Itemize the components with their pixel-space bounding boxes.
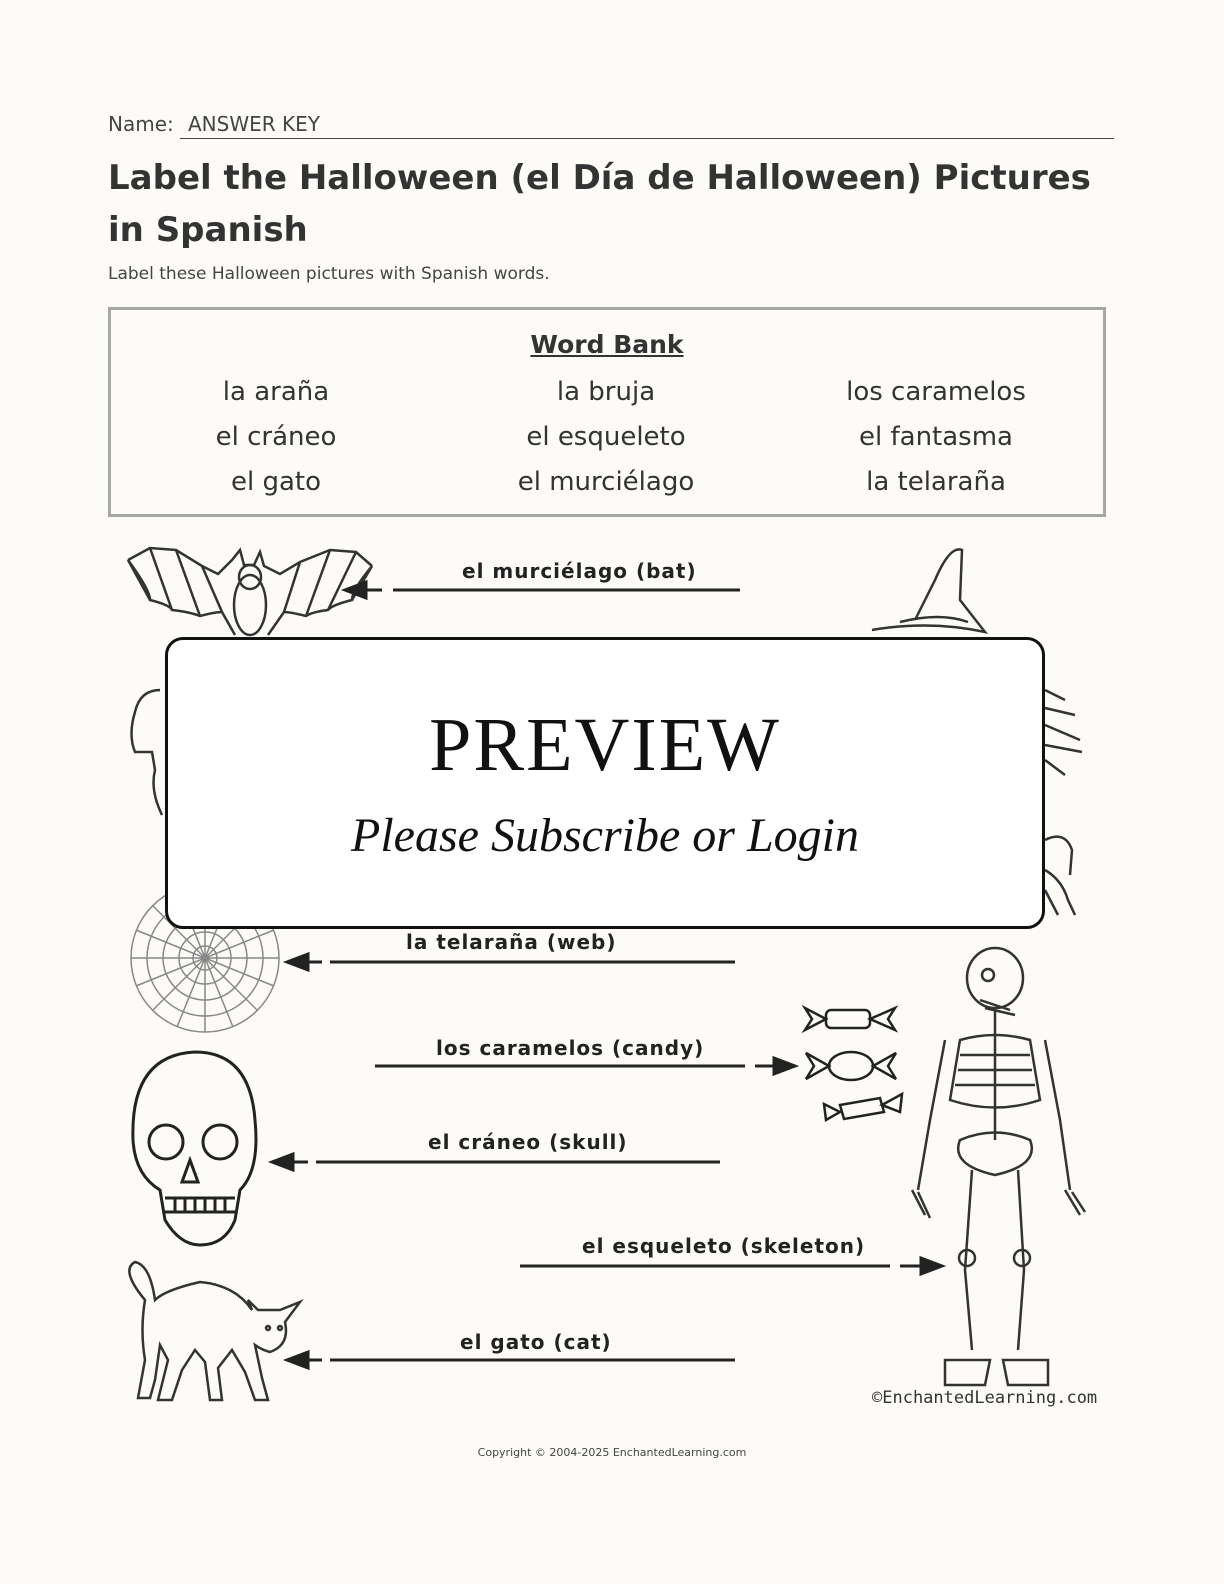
image-credit: ©EnchantedLearning.com [872,1388,1098,1408]
word-bank-item: la telaraña [866,467,1006,497]
preview-overlay[interactable] [165,637,1045,929]
name-value: ANSWER KEY [188,112,320,136]
web-arrow [287,954,308,970]
candy-icon [805,1008,902,1120]
word-bank-title: Word Bank [530,330,684,359]
skull-arrow [272,1154,293,1170]
broom-icon [1045,690,1082,775]
word-bank-item: el murciélago [517,467,695,497]
preview-title: PREVIEW [429,703,781,787]
footer-copyright: Copyright © 2004-2025 EnchantedLearning.com [477,1446,747,1459]
word-bank-item: el fantasma [859,422,1013,452]
word-bank-item: los caramelos [846,377,1026,407]
word-bank-item: el gato [230,467,322,497]
skeleton-icon [912,948,1085,1385]
web-label: la telaraña (web) [406,930,617,954]
cat-arrow [287,1352,308,1368]
name-label: Name: [108,112,174,136]
cat-label: el gato (cat) [460,1330,612,1354]
word-bank-item: la araña [222,377,330,407]
page-subtitle: Label these Halloween pictures with Spanish words. [108,264,550,284]
ghost-icon [132,690,163,815]
word-bank-item: el esqueleto [526,422,686,452]
witch-hat-icon [872,549,985,632]
bat-label: el murciélago (bat) [462,559,697,583]
preview-subscribe-login[interactable]: Please Subscribe or Login [351,809,859,862]
candy-label: los caramelos (candy) [436,1036,705,1060]
skeleton-arrow [921,1258,942,1274]
word-bank-item: el cráneo [215,422,337,452]
spider-icon [1045,837,1075,915]
bat-icon [128,548,372,635]
skull-icon [133,1052,256,1245]
page-title: Label the Halloween (el Día de Halloween) Pictures in Spanish [108,158,1091,250]
word-bank-item: la bruja [556,377,656,407]
skeleton-label: el esqueleto (skeleton) [582,1234,866,1258]
cat-icon [129,1262,300,1400]
bat-arrow [345,582,366,598]
skull-label: el cráneo (skull) [428,1130,628,1154]
candy-arrow [774,1058,795,1074]
